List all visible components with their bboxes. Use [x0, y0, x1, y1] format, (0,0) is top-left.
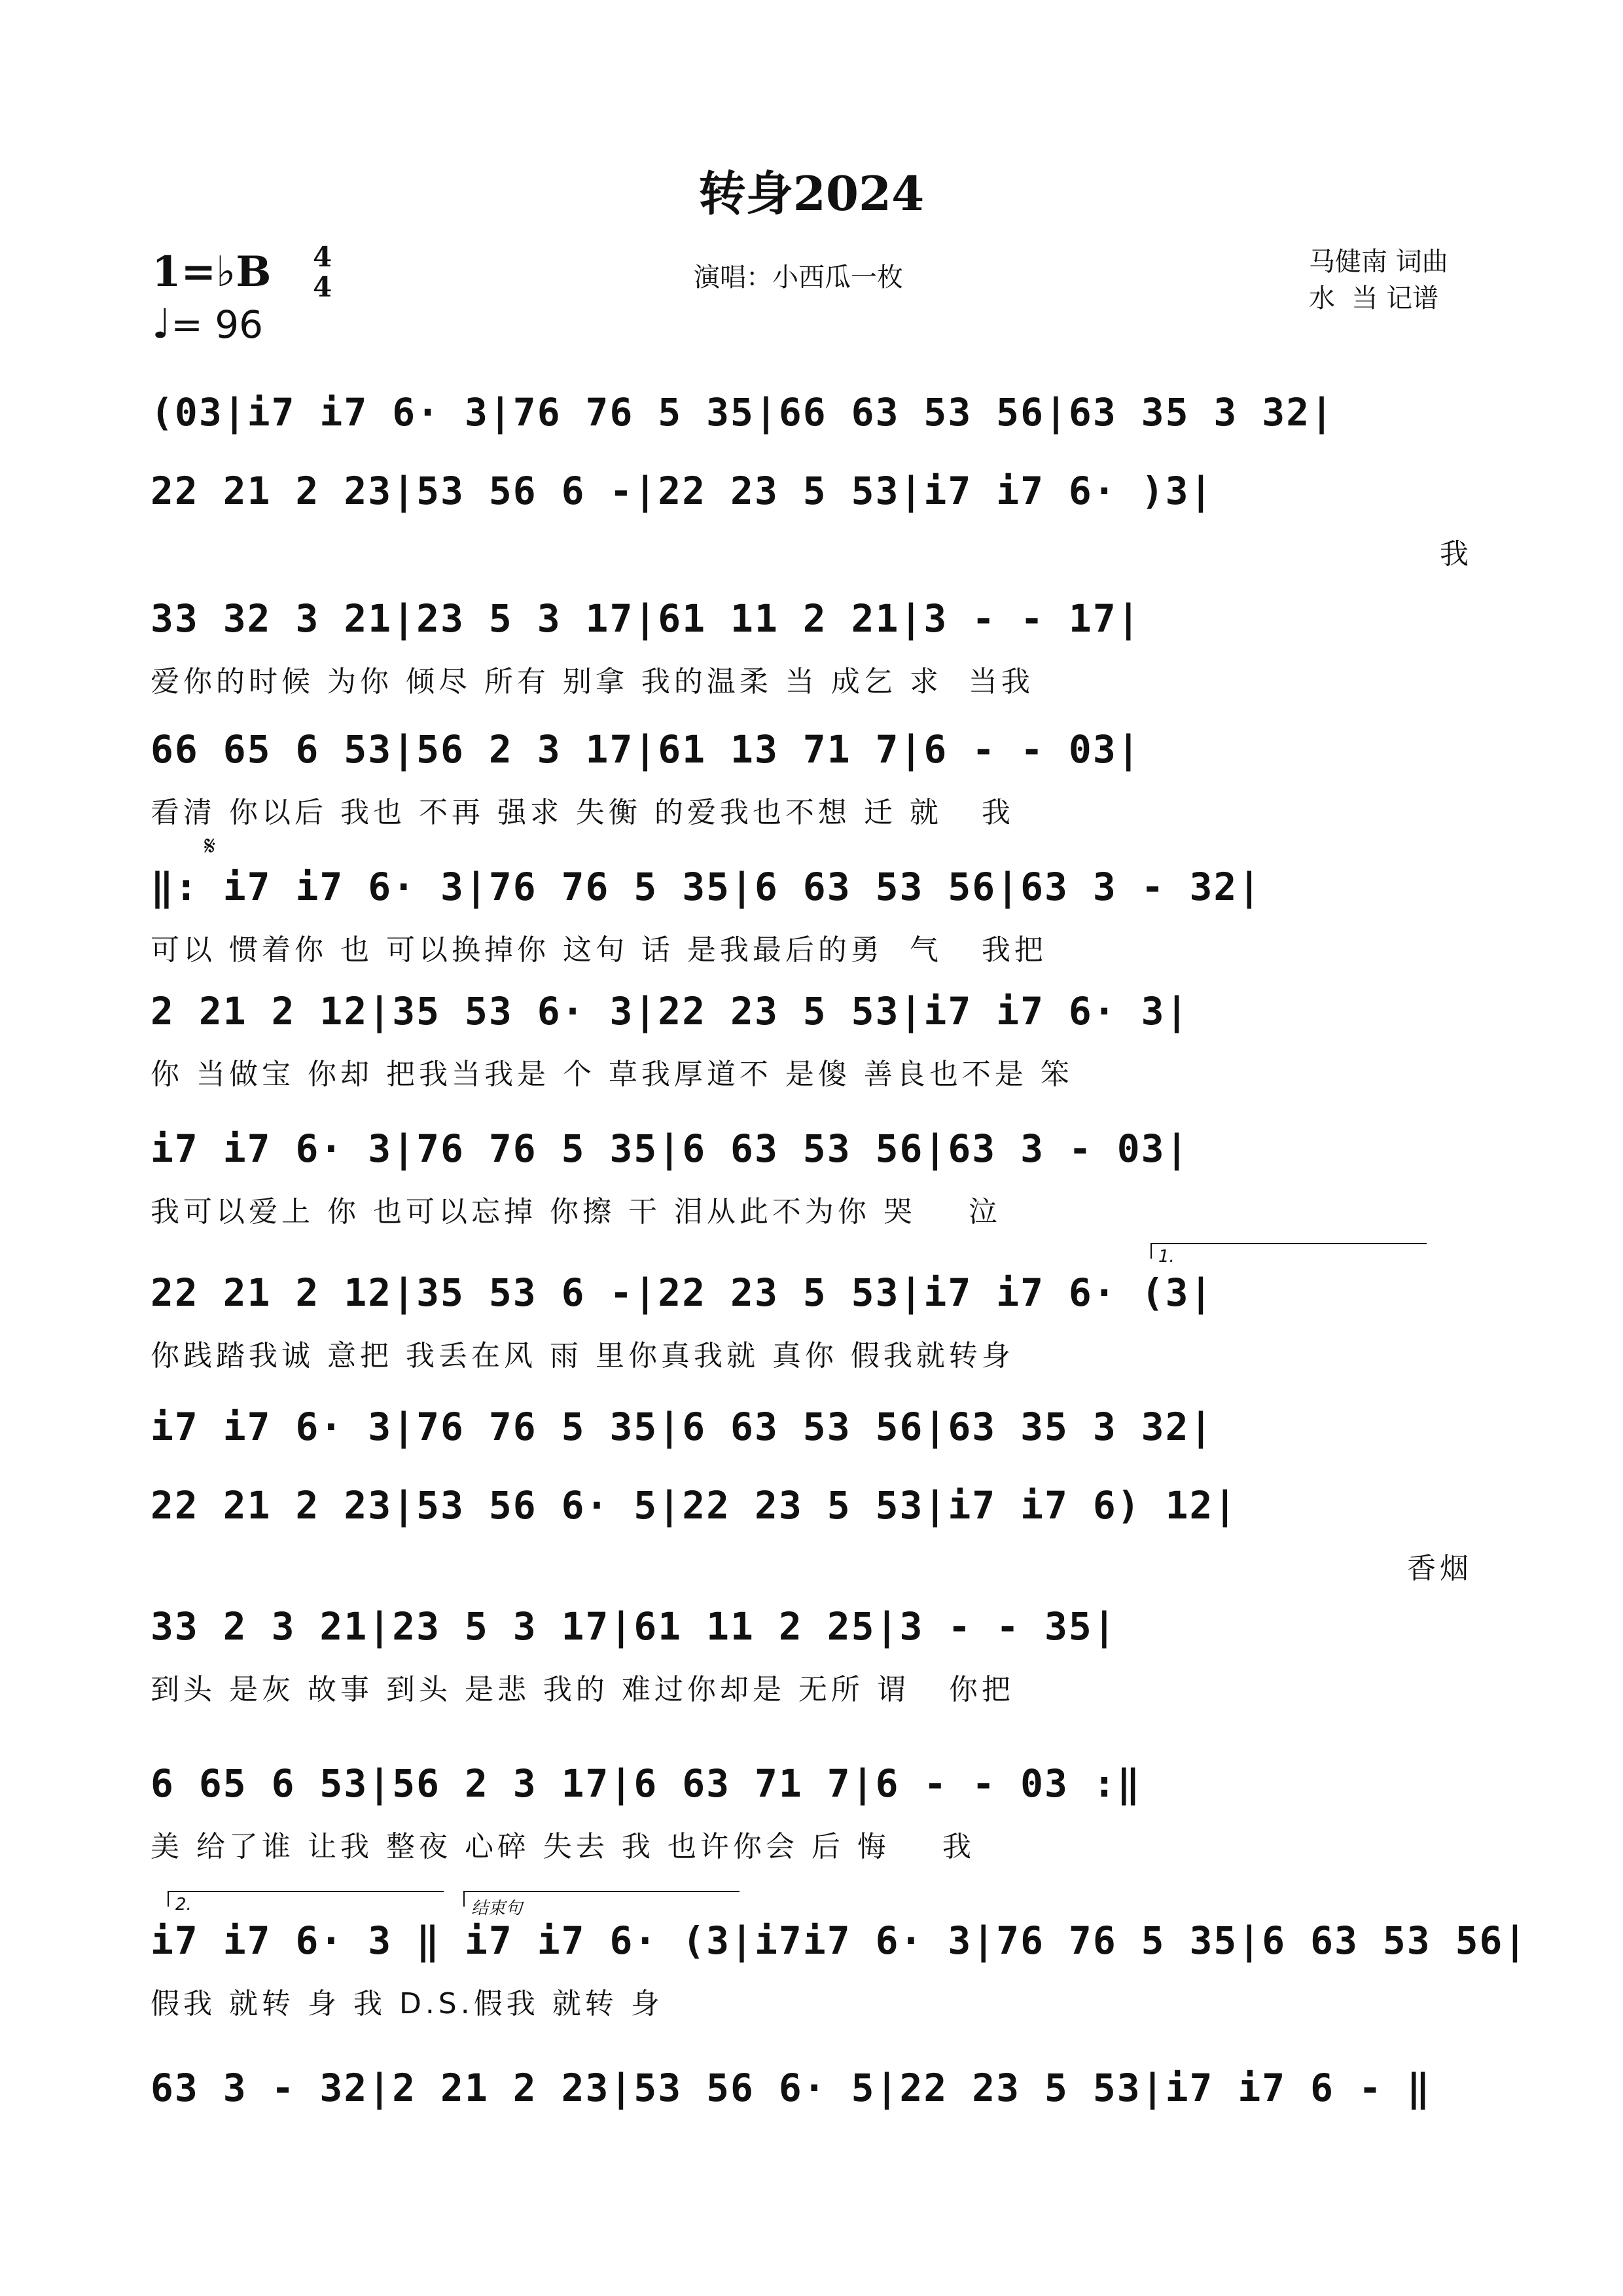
music-line: i7 i7 6· 3|76 76 5 35|6 63 53 56|63 3 - 03|	[151, 1126, 1190, 1171]
second-ending-label: 2.	[175, 1895, 192, 1914]
time-signature-top: 4	[313, 241, 332, 273]
lyric-line: 我	[1440, 537, 1472, 571]
music-line: 63 3 - 32|2 21 2 23|53 56 6· 5|22 23 5 53|i7 i7 6 - ‖	[151, 2066, 1431, 2110]
lyric-line: 可以 惯着你 也 可以换掉你 这句 话 是我最后的勇 气 我把	[151, 933, 1047, 967]
score-system	[151, 1122, 1472, 1234]
lyric-line: 你 当做宝 你却 把我当我是 个 草我厚道不 是傻 善良也不是 笨	[151, 1058, 1073, 1091]
score-system	[151, 2062, 1472, 2173]
time-signature-bottom: 4	[313, 271, 332, 303]
coda-label: 结束句	[471, 1899, 523, 1918]
score-system	[151, 985, 1472, 1096]
lyric-line: 美 给了谁 让我 整夜 心碎 失去 我 也许你会 后 悔 我	[151, 1830, 975, 1863]
music-line: 33 32 3 21|23 5 3 17|61 11 2 21|3 - - 17|	[151, 596, 1141, 641]
score-system	[151, 465, 1472, 576]
lyric-line: 到头 是灰 故事 到头 是悲 我的 难过你却是 无所 谓 你把	[151, 1673, 1014, 1706]
author-credits	[1309, 243, 1448, 317]
music-line: ‖: i7 i7 6· 3|76 76 5 35|6 63 53 56|63 3 - 32|	[151, 865, 1262, 909]
tempo-marking	[152, 300, 263, 348]
lyric-line: 你践踏我诚 意把 我丢在风 雨 里你真我就 真你 假我就转身	[151, 1339, 1014, 1372]
transcriber-credit: 水 当 记谱	[1309, 283, 1439, 314]
music-line: (03|i7 i7 6· 3|76 76 5 35|66 63 53 56|63 35 3 32|	[151, 390, 1335, 435]
lyric-line: 看清 你以后 我也 不再 强求 失衡 的爱我也不想 迁 就 我	[151, 796, 1014, 829]
score-system	[151, 1266, 1472, 1378]
music-line: 66 65 6 53|56 2 3 17|61 13 71 7|6 - - 03|	[151, 727, 1141, 772]
page-title: 转身2024	[698, 166, 925, 221]
singer-credit: 演唱：小西瓜一枚	[694, 262, 903, 293]
score-system	[151, 861, 1472, 972]
lyric-line: 假我 就转 身 我 D.S.假我 就转 身	[151, 1987, 664, 2020]
first-ending-label: 1.	[1158, 1247, 1175, 1266]
music-line: i7 i7 6· 3|76 76 5 35|6 63 53 56|63 35 3 32|	[151, 1405, 1214, 1449]
music-line: 2 21 2 12|35 53 6· 3|22 23 5 53|i7 i7 6· 3|	[151, 989, 1190, 1033]
segno-icon: 𝄋	[204, 831, 216, 861]
time-signature	[313, 242, 332, 302]
score-system	[151, 1600, 1472, 1712]
score-system	[151, 723, 1472, 834]
music-line: 6 65 6 53|56 2 3 17|6 63 71 7|6 - - 03 :‖	[151, 1761, 1141, 1806]
music-line: 22 21 2 12|35 53 6 -|22 23 5 53|i7 i7 6· (3|	[151, 1270, 1214, 1315]
music-line: 33 2 3 21|23 5 3 17|61 11 2 25|3 - - 35|	[151, 1604, 1117, 1649]
first-ending-label-bracket	[1150, 1243, 1427, 1259]
score-system	[151, 592, 1472, 704]
score-system	[151, 1914, 1528, 2026]
lyric-line: 爱你的时候 为你 倾尽 所有 别拿 我的温柔 当 成乞 求 当我	[151, 665, 1034, 698]
lyric-line: 我可以爱上 你 也可以忘掉 你擦 干 泪从此不为你 哭 泣	[151, 1195, 1001, 1229]
music-line: 22 21 2 23|53 56 6· 5|22 23 5 53|i7 i7 6) 12|	[151, 1483, 1238, 1528]
tempo-value: = 96	[171, 302, 264, 347]
lyric-line: 香烟	[1407, 1552, 1472, 1585]
score-system	[151, 1479, 1472, 1590]
key-signature: 1=♭B	[152, 247, 272, 296]
coda-label-bracket	[463, 1891, 740, 1907]
composer-credit: 马健南 词曲	[1309, 247, 1448, 277]
score-system	[151, 1757, 1472, 1869]
quarter-note-icon: ♩	[152, 300, 171, 348]
music-line: i7 i7 6· 3 ‖ i7 i7 6· (3|i7i7 6· 3|76 76 5 35|6 63 53 56|	[151, 1918, 1528, 1963]
second-ending-label-bracket	[168, 1891, 444, 1907]
music-line: 22 21 2 23|53 56 6 -|22 23 5 53|i7 i7 6· )3|	[151, 469, 1214, 513]
